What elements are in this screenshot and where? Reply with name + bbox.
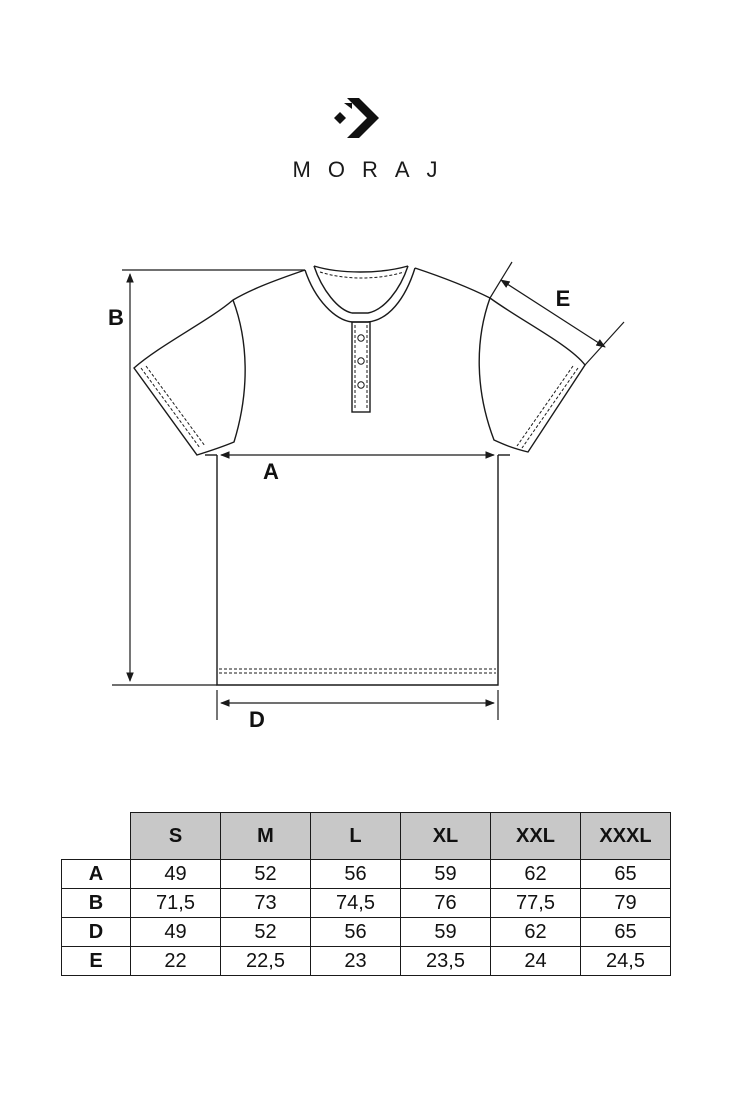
table-cell: 23,5 [401,947,491,976]
row-label: B [62,889,131,918]
collar-outline [305,268,415,322]
tshirt-body-outline [217,455,498,685]
label-e: E [555,286,571,311]
table-cell: 22,5 [221,947,311,976]
table-cell: 79 [581,889,671,918]
table-row [62,860,671,889]
table-cell: 76 [401,889,491,918]
table-cell: 77,5 [491,889,581,918]
label-b: B [108,305,124,330]
table-cell: 22 [131,947,221,976]
size-header: XXL [491,813,581,860]
table-cell: 49 [131,918,221,947]
size-header: S [131,813,221,860]
size-header: L [311,813,401,860]
table-cell: 23 [311,947,401,976]
table-row [62,947,671,976]
table-cell: 59 [401,860,491,889]
table-cell: 65 [581,860,671,889]
label-d: D [249,707,265,732]
table-cell: 52 [221,860,311,889]
size-table [61,812,671,976]
size-header: XL [401,813,491,860]
table-cell: 73 [221,889,311,918]
table-row [62,918,671,947]
row-label: A [62,860,131,889]
table-cell: 59 [401,918,491,947]
button-3 [358,382,364,388]
size-header: XXXL [581,813,671,860]
table-cell: 52 [221,918,311,947]
size-header: M [221,813,311,860]
table-cell: 65 [581,918,671,947]
table-cell: 49 [131,860,221,889]
button-1 [358,335,364,341]
table-corner [62,813,131,860]
row-label: E [62,947,131,976]
left-sleeve-outline [134,270,305,455]
table-cell: 62 [491,918,581,947]
table-cell: 71,5 [131,889,221,918]
row-label: D [62,918,131,947]
table-row [62,889,671,918]
table-cell: 62 [491,860,581,889]
size-header-row [62,813,671,860]
label-a: A [263,459,279,484]
table-cell: 24,5 [581,947,671,976]
table-cell: 56 [311,918,401,947]
table-cell: 74,5 [311,889,401,918]
table-cell: 56 [311,860,401,889]
brand-name: MORAJ [292,157,455,182]
table-cell: 24 [491,947,581,976]
button-2 [358,358,364,364]
